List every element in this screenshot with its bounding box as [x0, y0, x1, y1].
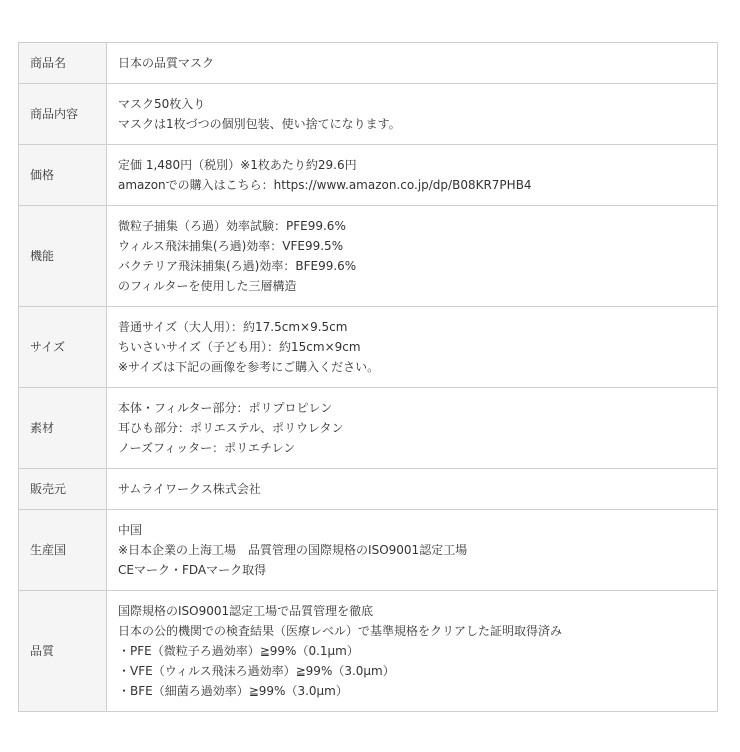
value-line: サムライワークス株式会社 [118, 482, 261, 496]
table-row-material [19, 388, 718, 469]
value-line: のフィルターを使用した三層構造 [118, 279, 297, 293]
value-line: ウィルス飛沫捕集(ろ過)効率：VFE99.5% [118, 239, 344, 253]
value-line: 普通サイズ（大人用）：約17.5cm×9.5cm [118, 320, 348, 334]
value-line: 本体・フィルター部分：ポリプロピレン [118, 401, 333, 415]
row-label: 品質 [19, 591, 107, 712]
table-row-function [19, 206, 718, 307]
value-line: 定価 1,480円（税別）※1枚あたり約29.6円 [118, 158, 357, 172]
value-line: ノーズフィッター：ポリエチレン [118, 441, 296, 455]
value-line: 国際規格のISO9001認定工場で品質管理を徹底 [118, 604, 374, 618]
product-spec-table [18, 42, 718, 712]
value-line: 日本の公的機関での検査結果（医療レベル）で基準規格をクリアした証明取得済み [118, 624, 563, 638]
row-value [107, 307, 718, 388]
value-line: CEマーク・FDAマーク取得 [118, 563, 267, 577]
table-row-seller [19, 469, 718, 510]
value-line: ※サイズは下記の画像を参考にご購入ください。 [118, 360, 380, 374]
value-line: ・PFE（微粒子ろ過効率）≧99%（0.1μm） [118, 644, 359, 658]
table-row-origin [19, 510, 718, 591]
row-value [107, 510, 718, 591]
row-value [107, 388, 718, 469]
row-label: 価格 [19, 145, 107, 206]
row-label: 生産国 [19, 510, 107, 591]
spec-table-body [19, 43, 718, 712]
table-row-size [19, 307, 718, 388]
value-line: バクテリア飛沫捕集(ろ過)効率：BFE99.6% [118, 259, 357, 273]
value-line: ちいさいサイズ（子ども用）：約15cm×9cm [118, 340, 361, 354]
row-value [107, 206, 718, 307]
value-line: 日本の品質マスク [118, 56, 215, 70]
row-label: 素材 [19, 388, 107, 469]
row-value [107, 469, 718, 510]
value-line: 微粒子捕集（ろ過）効率試験：PFE99.6% [118, 219, 346, 233]
row-value [107, 84, 718, 145]
value-line: マスクは1枚づつの個別包装、使い捨てになります。 [118, 117, 401, 131]
row-label: 商品名 [19, 43, 107, 84]
row-value [107, 43, 718, 84]
row-label: 機能 [19, 206, 107, 307]
row-value [107, 591, 718, 712]
value-line: 中国 [118, 523, 143, 537]
value-line: ・BFE（細菌ろ過効率）≧99%（3.0μm） [118, 684, 348, 698]
value-line: ・VFE（ウィルス飛沫ろ過効率）≧99%（3.0μm） [118, 664, 395, 678]
value-line: 耳ひも部分：ポリエステル、ポリウレタン [118, 421, 344, 435]
value-line: ※日本企業の上海工場 品質管理の国際規格のISO9001認定工場 [118, 543, 468, 557]
row-label: 販売元 [19, 469, 107, 510]
table-row-quality [19, 591, 718, 712]
table-row-contents [19, 84, 718, 145]
table-row-price [19, 145, 718, 206]
amazon-purchase-link[interactable]: amazonでの購入はこちら：https://www.amazon.co.jp/dp/B08KR7PHB4 [118, 178, 532, 192]
value-line: マスク50枚入り [118, 97, 206, 111]
row-label: 商品内容 [19, 84, 107, 145]
table-row-product-name [19, 43, 718, 84]
row-label: サイズ [19, 307, 107, 388]
row-value [107, 145, 718, 206]
